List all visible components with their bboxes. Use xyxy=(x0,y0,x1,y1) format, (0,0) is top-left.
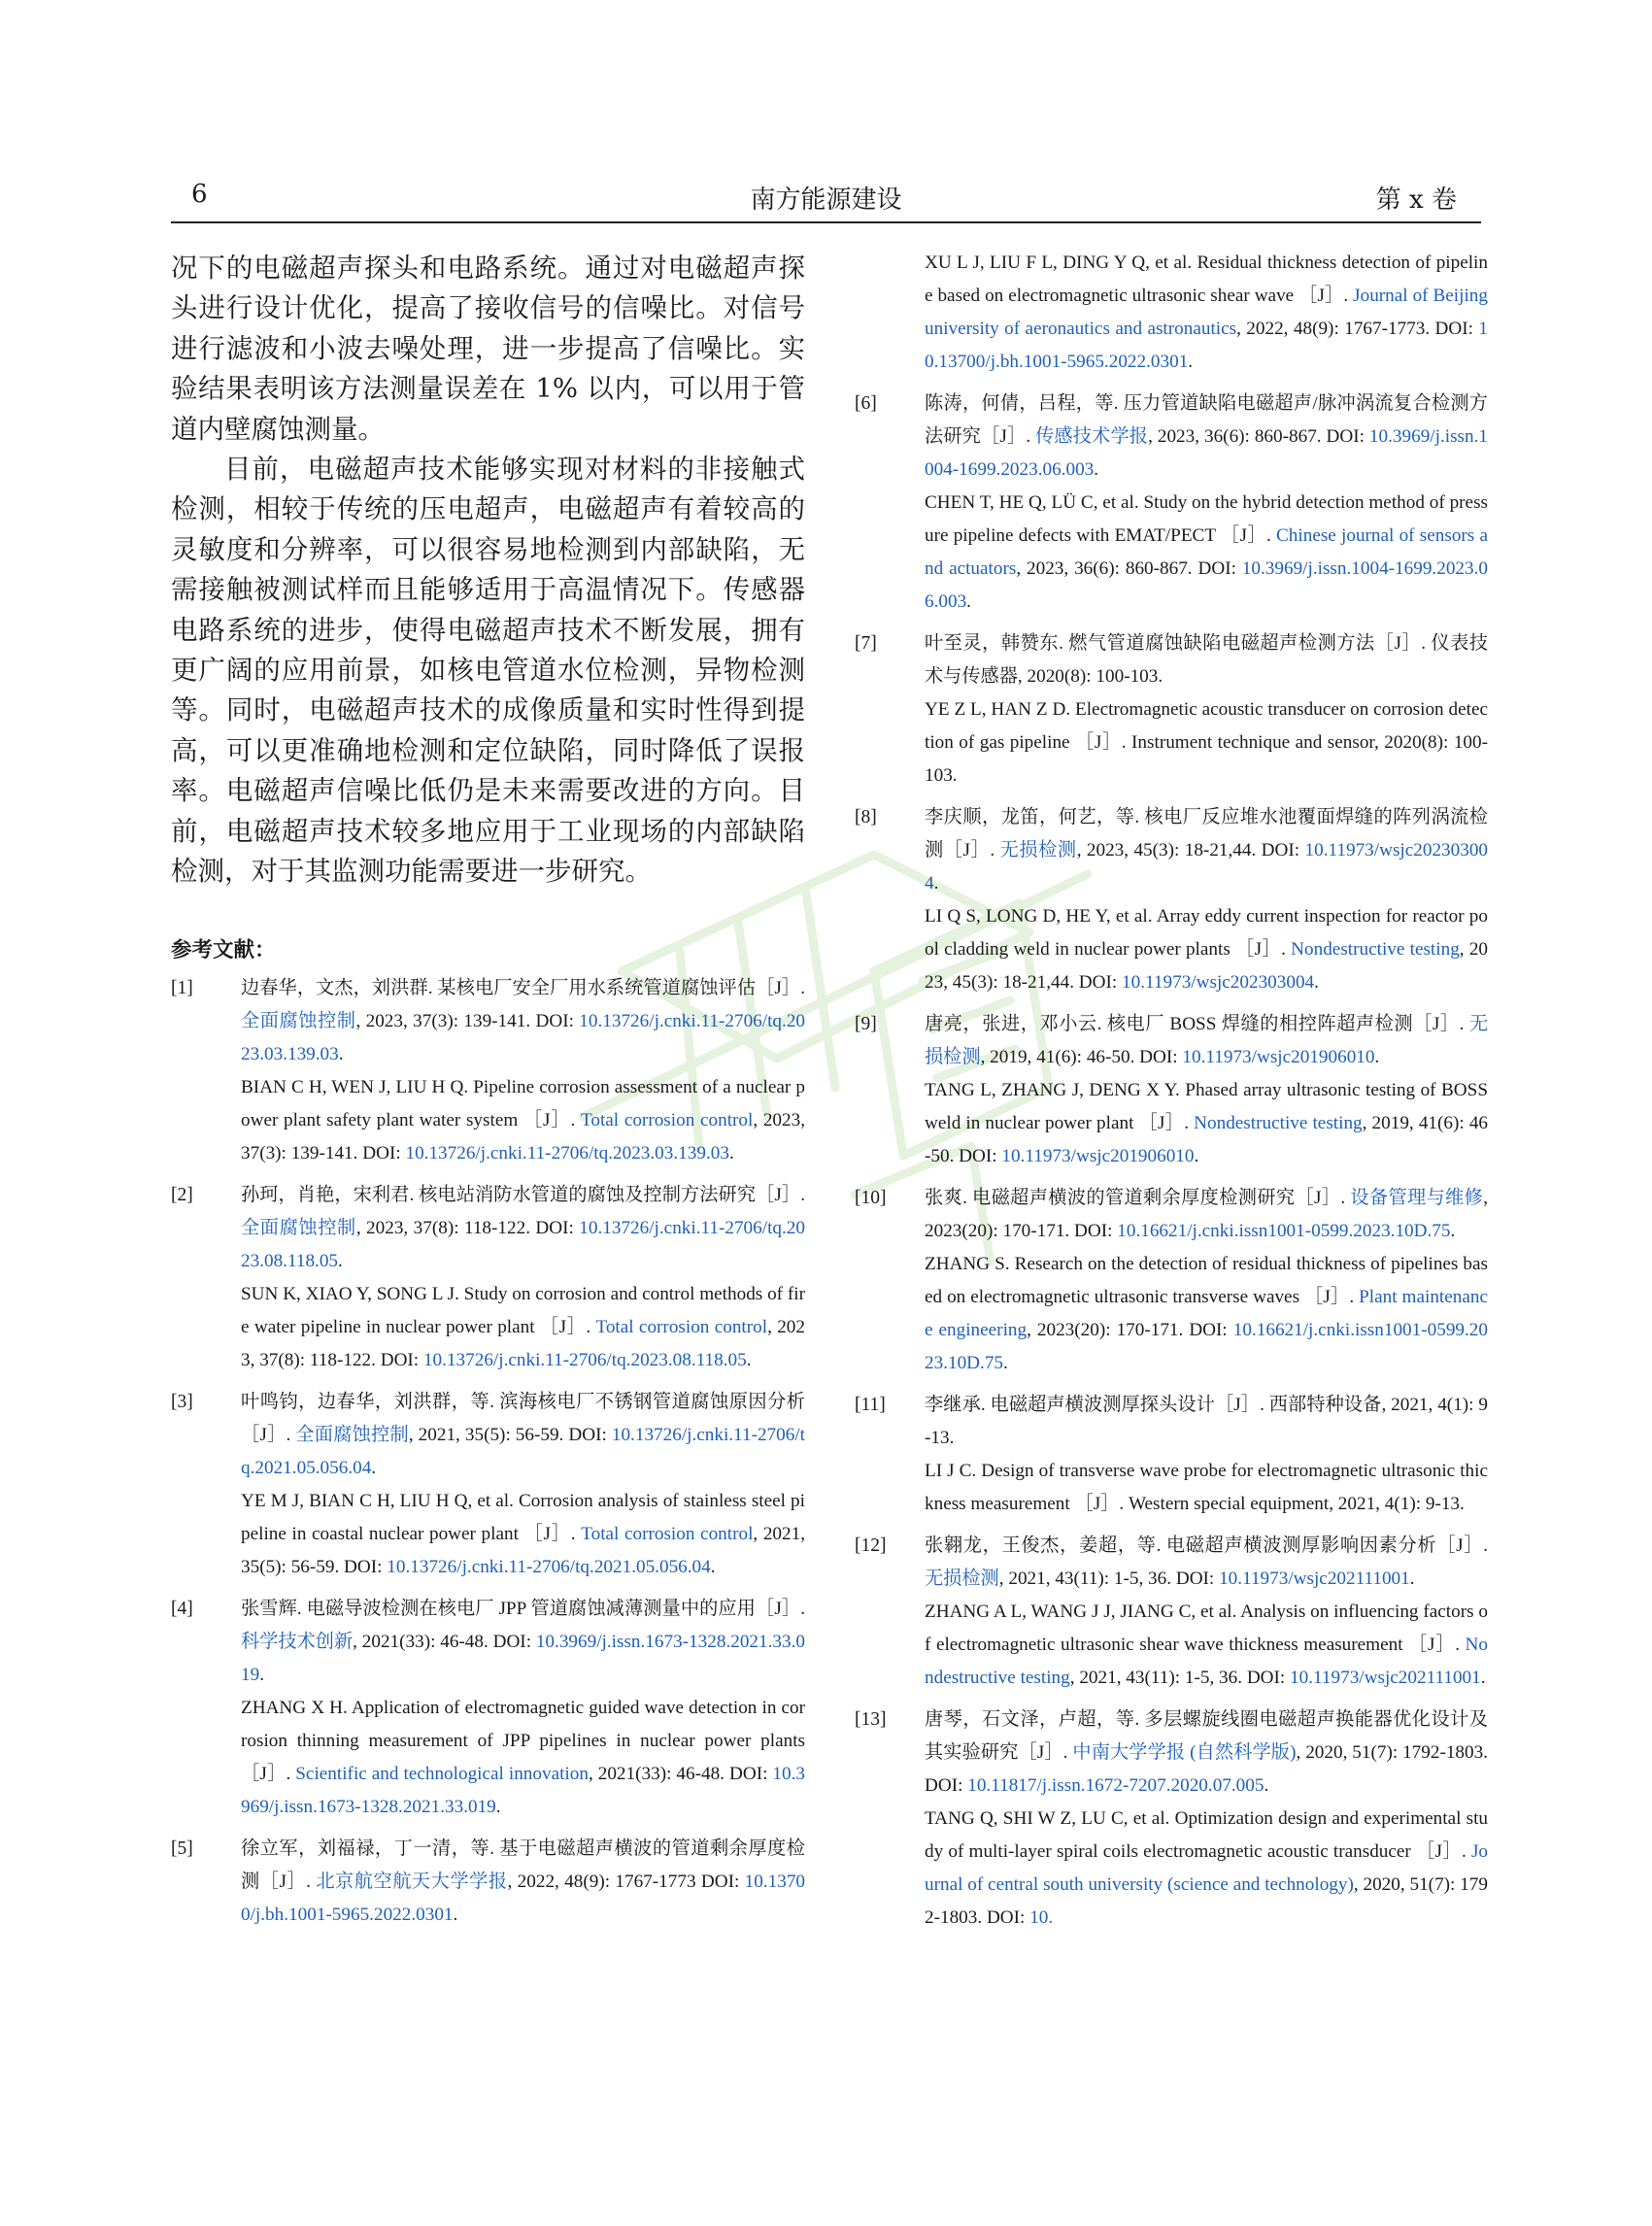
doi-link[interactable]: 10.11973/wsjc202303004 xyxy=(925,840,1489,894)
reference-label: [1] xyxy=(171,977,193,998)
ref-text: 张爽. 电磁超声横波的管道剩余厚度检测研究［J］. xyxy=(925,1188,1351,1208)
journal-link[interactable]: Journal of central south university (science and technology) xyxy=(925,1841,1488,1895)
doi-link[interactable]: 10. xyxy=(1029,1907,1054,1928)
ref-text: 李庆顺，龙笛，何艺，等. 核电厂反应堆水池覆面焊缝的阵列涡流检测［J］. xyxy=(925,807,1488,860)
journal-link[interactable]: Nondestructive testing xyxy=(1194,1113,1363,1133)
ref-text: . xyxy=(1188,352,1194,372)
ref-text: . xyxy=(728,1142,734,1164)
reference-label: [13] xyxy=(855,1709,887,1730)
ref-text: ZHANG S. Research on the detection of residual thickness of pipelines based on electromagnetic ultrasonic transverse waves ［J］. xyxy=(925,1254,1488,1307)
left-column xyxy=(171,249,805,1932)
ref-text: 徐立军，刘福禄，丁一清，等. 基于电磁超声横波的管道剩余厚度检测［J］. xyxy=(241,1838,805,1892)
reference-label: [4] xyxy=(171,1598,193,1619)
ref-text: , 2019, 41(6): 46-50. DOI: xyxy=(925,1113,1489,1166)
reference-entry xyxy=(855,1530,1488,1695)
ref-text: , 2021(33): 46-48. DOI: xyxy=(588,1763,773,1784)
journal-link[interactable]: 北京航空航天大学学报 xyxy=(316,1871,508,1892)
reference-en xyxy=(925,1074,1488,1173)
reference-label: [2] xyxy=(171,1184,193,1205)
journal-link[interactable]: Nondestructive testing xyxy=(925,1635,1488,1688)
reference-label: [5] xyxy=(171,1838,193,1859)
ref-text: , 2022, 48(9): 1767-1773 DOI: xyxy=(507,1871,745,1892)
ref-text: , 2021, 43(11): 1-5, 36. DOI: xyxy=(998,1568,1220,1589)
ref-text: CHEN T, HE Q, LÜ C, et al. Study on the hybrid detection method of pressure pipeline defects with EMAT/PECT ［J］. xyxy=(925,492,1488,546)
ref-text: 孙珂，肖艳，宋利君. 核电站消防水管道的腐蚀及控制方法研究［J］. xyxy=(241,1184,805,1205)
reference-en xyxy=(925,1596,1488,1695)
reference-en xyxy=(925,1248,1488,1380)
reference-en xyxy=(925,247,1488,379)
ref-text: . xyxy=(933,873,939,894)
ref-text: , 2020, 51(7): 1792-1803. DOI: xyxy=(925,1742,1489,1796)
journal-link[interactable]: Plant maintenance engineering xyxy=(925,1287,1488,1340)
ref-text: BIAN C H, WEN J, LIU H Q. Pipeline corrosion assessment of a nuclear power plant safety plant water system ［J］. xyxy=(241,1076,805,1130)
reference-en xyxy=(925,487,1488,619)
reference-entry xyxy=(855,1182,1488,1380)
reference-entry xyxy=(855,801,1488,999)
ref-text: , 2023, 45(3): 18-21,44. DOI: xyxy=(1076,840,1305,860)
reference-entry xyxy=(855,1008,1488,1173)
reference-label: [9] xyxy=(855,1014,877,1034)
volume-label: 第 x 卷 xyxy=(1375,186,1457,215)
ref-text: . xyxy=(1480,1668,1486,1688)
doi-link[interactable]: 10.3969/j.issn.1673-1328.2021.33.019 xyxy=(241,1763,805,1817)
reference-cn xyxy=(241,1593,805,1692)
reference-en xyxy=(241,1485,805,1584)
ref-text: , 2023(20): 170-171. DOI: xyxy=(1027,1320,1233,1340)
reference-cn xyxy=(241,1179,805,1278)
reference-entry xyxy=(855,388,1488,619)
ref-text: 张雪辉. 电磁导波检测在核电厂 JPP 管道腐蚀减薄测量中的应用［J］. xyxy=(241,1598,805,1619)
reference-entry xyxy=(171,1179,805,1377)
reference-entry xyxy=(171,972,805,1170)
reference-cn xyxy=(241,972,805,1071)
ref-text: 唐琴，石文泽，卢超，等. 多层螺旋线圈电磁超声换能器优化设计及其实验研究［J］. xyxy=(925,1709,1488,1763)
ref-text: ZHANG A L, WANG J J, JIANG C, et al. Analysis on influencing factors of electromagnetic ultrasonic shear wave thickness measurement ［J］. xyxy=(925,1602,1488,1655)
ref-text: . xyxy=(338,1250,343,1271)
ref-text: , 2023, 36(6): 860-867. DOI: xyxy=(1016,558,1242,579)
ref-text: , 2023, 37(3): 139-141. DOI: xyxy=(355,1010,580,1031)
doi-link[interactable]: 10.11817/j.issn.1672-7207.2020.07.005 xyxy=(967,1775,1264,1796)
journal-link[interactable]: 无损检测 xyxy=(925,1014,1488,1067)
reference-en: LI J C. Design of transverse wave probe for electromagnetic ultrasonic thickness measurement ［J］. Western special equipment, 2021, 4(1): 9-13. xyxy=(925,1461,1488,1514)
reference-label: [3] xyxy=(171,1391,193,1412)
ref-text: , 2021, 35(5): 56-59. DOI: xyxy=(241,1523,806,1577)
journal-link[interactable]: Total corrosion control xyxy=(581,1523,754,1544)
reference-label: [7] xyxy=(855,633,877,654)
reference-cn xyxy=(925,388,1488,487)
ref-text: 叶鸣钧，边春华，刘洪群，等. 滨海核电厂不锈钢管道腐蚀原因分析［J］. xyxy=(241,1391,805,1445)
reference-en xyxy=(925,900,1488,999)
reference-entry xyxy=(855,627,1488,793)
journal-link[interactable]: 中南大学学报 (自然科学版) xyxy=(1072,1742,1297,1763)
doi-link[interactable]: 10.3969/j.issn.1004-1699.2023.06.003 xyxy=(925,558,1488,612)
ref-text: XU L J, LIU F L, DING Y Q, et al. Residual thickness detection of pipeline based on electromagnetic ultrasonic shear wave ［J］. xyxy=(925,253,1488,306)
doi-link[interactable]: 10.13726/j.cnki.11-2706/tq.2023.03.139.03 xyxy=(241,1010,806,1064)
journal-link[interactable]: 设备管理与维修 xyxy=(1350,1188,1484,1208)
reference-cn xyxy=(241,1833,805,1932)
ref-text: ZHANG X H. Application of electromagnetic guided wave detection in corrosion thinning measurement of JPP pipelines in nuclear power plants ［J］. xyxy=(241,1697,805,1784)
reference-label: [8] xyxy=(855,807,877,827)
reference-label: [10] xyxy=(855,1188,887,1208)
doi-link[interactable]: 10.16621/j.cnki.issn1001-0599.2023.10D.75 xyxy=(1117,1221,1451,1241)
ref-text: LI Q S, LONG D, HE Y, et al. Array eddy current inspection for reactor pool cladding weld in nuclear power plants ［J］. xyxy=(925,906,1488,960)
ref-text: . xyxy=(1094,459,1099,480)
journal-link[interactable]: Chinese journal of sensors and actuators xyxy=(925,525,1488,579)
reference-entry xyxy=(171,1386,805,1584)
doi-link[interactable]: 10.3969/j.issn.1004-1699.2023.06.003 xyxy=(925,426,1488,480)
doi-link[interactable]: 10.13700/j.bh.1001-5965.2022.0301 xyxy=(925,319,1488,372)
journal-link[interactable]: 全面腐蚀控制 xyxy=(241,1010,356,1031)
ref-text: . xyxy=(1003,1353,1008,1373)
doi-link[interactable]: 10.13726/j.cnki.11-2706/tq.2023.03.139.03 xyxy=(405,1142,729,1164)
doi-link[interactable]: 10.13726/j.cnki.11-2706/tq.2023.08.118.05 xyxy=(241,1217,805,1271)
body-paragraph: 况下的电磁超声探头和电路系统。通过对电磁超声探头进行设计优化，提高了接收信号的信噪比。对信号进行滤波和小波去噪处理，进一步提高了信噪比。实验结果表明该方法测量误差在 1% 以内，可以用于管道内壁腐蚀测量。 xyxy=(171,253,805,445)
ref-text: SUN K, XIAO Y, SONG L J. Study on corrosion and control methods of fire water pipeline in nuclear power plant ［J］. xyxy=(241,1283,805,1337)
doi-link[interactable]: 10.13726/j.cnki.11-2706/tq.2021.05.056.04 xyxy=(241,1424,806,1478)
references-heading: 参考文献： xyxy=(171,937,276,962)
body-paragraph: 目前，电磁超声技术能够实现对材料的非接触式检测，相较于传统的压电超声，电磁超声有着较高的灵敏度和分辨率，可以很容易地检测到内部缺陷，无需接触被测试样而且能够适用于高温情况下。传感器电路系统的进步，使得电磁超声技术不断发展，拥有更广阔的应用前景，如核电管道水位检测，异物检测等。同时，电磁超声技术的成像质量和实时性得到提高，可以更准确地检测和定位缺陷，同时降低了误报率。电磁超声信噪比低仍是未来需要改进的方向。目前，电磁超声技术较多地应用于工业现场的内部缺陷检测，对于其监测功能需要进一步研究。 xyxy=(171,454,805,888)
ref-text: . xyxy=(966,591,971,612)
doi-link[interactable]: 10.13726/j.cnki.11-2706/tq.2021.05.056.04 xyxy=(387,1556,711,1577)
ref-text: . xyxy=(495,1796,501,1817)
ref-text: , 2020, 51(7): 1792-1803. DOI: xyxy=(925,1874,1488,1928)
ref-text: , 2022, 48(9): 1767-1773. DOI: xyxy=(1236,319,1479,339)
journal-link[interactable]: 传感技术学报 xyxy=(1035,426,1149,447)
ref-text: , 2023, 45(3): 18-21,44. DOI: xyxy=(925,939,1489,993)
reference-cn: 叶至灵，韩赞东. 燃气管道腐蚀缺陷电磁超声检测方法［J］. 仪表技术与传感器, 2020(8): 100-103. xyxy=(925,633,1488,687)
ref-text: 张翱龙，王俊杰，姜超，等. 电磁超声横波测厚影响因素分析［J］. xyxy=(925,1535,1488,1556)
ref-text: . xyxy=(453,1904,458,1925)
ref-text: . xyxy=(259,1664,264,1685)
journal-link[interactable]: 无损检测 xyxy=(999,840,1077,860)
ref-text: 唐亮，张进，邓小云. 核电厂 BOSS 焊缝的相控阵超声检测［J］. xyxy=(925,1014,1469,1034)
ref-text: , 2023, 36(6): 860-867. DOI: xyxy=(1148,426,1369,447)
doi-link[interactable]: 10.11973/wsjc201906010 xyxy=(1182,1047,1375,1067)
reference-en xyxy=(241,1278,805,1377)
reference-cn xyxy=(925,1182,1488,1248)
journal-link[interactable]: 全面腐蚀控制 xyxy=(295,1424,409,1445)
journal-link[interactable]: Nondestructive testing xyxy=(1291,939,1460,960)
ref-text: , 2023, 37(8): 118-122. DOI: xyxy=(241,1316,805,1370)
doi-link[interactable]: 10.11973/wsjc202111001 xyxy=(1290,1668,1481,1688)
ref-text: 陈涛，何倩，吕程，等. 压力管道缺陷电磁超声/脉冲涡流复合检测方法研究［J］. xyxy=(925,393,1488,447)
ref-text: . xyxy=(710,1556,716,1577)
ref-text: . xyxy=(1450,1221,1456,1241)
reference-continued xyxy=(855,247,1488,379)
ref-text: , 2021, 43(11): 1-5, 36. DOI: xyxy=(1069,1668,1291,1688)
reference-cn xyxy=(925,801,1488,900)
doi-link[interactable]: 10.11973/wsjc201906010 xyxy=(1001,1146,1195,1166)
reference-label: [6] xyxy=(855,393,877,414)
ref-text: , 2021, 35(5): 56-59. DOI: xyxy=(408,1424,612,1445)
reference-en xyxy=(241,1071,805,1170)
ref-text: . xyxy=(1314,972,1319,993)
reference-cn: 李继承. 电磁超声横波测厚探头设计［J］. 西部特种设备, 2021, 4(1): 9-13. xyxy=(925,1395,1488,1448)
journal-name: 南方能源建设 xyxy=(750,186,902,215)
reference-entry xyxy=(171,1833,805,1932)
journal-link[interactable]: Total corrosion control xyxy=(580,1109,754,1130)
journal-link[interactable]: Scientific and technological innovation xyxy=(295,1763,589,1784)
journal-link[interactable]: Total corrosion control xyxy=(595,1316,768,1337)
ref-text: , 2019, 41(6): 46-50. DOI: xyxy=(980,1047,1183,1067)
ref-text: . xyxy=(338,1043,344,1064)
ref-text: TANG Q, SHI W Z, LU C, et al. Optimization design and experimental study of multi-layer spiral coils electromagnetic acoustic transducer ［J］. xyxy=(925,1808,1488,1862)
journal-link[interactable]: Journal of Beijing university of aeronautics and astronautics xyxy=(925,286,1488,339)
right-column xyxy=(855,247,1488,1935)
ref-text: YE M J, BIAN C H, LIU H Q, et al. Corrosion analysis of stainless steel pipeline in coastal nuclear power plant ［J］. xyxy=(241,1490,805,1544)
ref-text: , 2023(20): 170-171. DOI: xyxy=(925,1188,1489,1241)
ref-text: . xyxy=(1409,1568,1415,1589)
reference-label: [11] xyxy=(855,1395,886,1415)
journal-link[interactable]: 无损检测 xyxy=(925,1568,999,1589)
reference-entry xyxy=(855,1703,1488,1935)
ref-text: . xyxy=(1374,1047,1380,1067)
page-number: 6 xyxy=(191,180,208,209)
doi-link[interactable]: 10.13700/j.bh.1001-5965.2022.0301 xyxy=(241,1871,806,1925)
reference-cn xyxy=(925,1530,1488,1596)
reference-en xyxy=(241,1692,805,1824)
doi-link[interactable]: 10.11973/wsjc202303004 xyxy=(1122,972,1315,993)
ref-text: . xyxy=(371,1457,377,1478)
header-rule xyxy=(171,221,1481,223)
reference-cn xyxy=(925,1703,1488,1803)
ref-text: . xyxy=(1194,1146,1199,1166)
ref-text: , 2023, 37(3): 139-141. DOI: xyxy=(241,1109,806,1164)
journal-link[interactable]: 科学技术创新 xyxy=(241,1631,354,1652)
reference-label: [12] xyxy=(855,1535,887,1556)
reference-en: YE Z L, HAN Z D. Electromagnetic acoustic transducer on corrosion detection of gas pipeline ［J］. Instrument technique and sensor, 2020(8): 100-103. xyxy=(925,699,1488,786)
ref-text: . xyxy=(746,1349,752,1370)
ref-text: , 2023, 37(8): 118-122. DOI: xyxy=(355,1217,580,1238)
ref-text: TANG L, ZHANG J, DENG X Y. Phased array ultrasonic testing of BOSS weld in nuclear power plant ［J］. xyxy=(925,1080,1488,1133)
reference-cn xyxy=(925,1008,1488,1074)
journal-link[interactable]: 全面腐蚀控制 xyxy=(241,1217,356,1238)
doi-link[interactable]: 10.13726/j.cnki.11-2706/tq.2023.08.118.05 xyxy=(422,1349,747,1370)
reference-entry xyxy=(855,1389,1488,1521)
reference-cn xyxy=(241,1386,805,1485)
ref-text: . xyxy=(1264,1775,1269,1796)
reference-en xyxy=(925,1803,1488,1935)
doi-link[interactable]: 10.16621/j.cnki.issn1001-0599.2023.10D.75 xyxy=(925,1320,1488,1373)
doi-link[interactable]: 10.11973/wsjc202111001 xyxy=(1219,1568,1410,1589)
reference-entry xyxy=(171,1593,805,1824)
ref-text: , 2021(33): 46-48. DOI: xyxy=(353,1631,536,1652)
ref-text: 边春华，文杰，刘洪群. 某核电厂安全厂用水系统管道腐蚀评估［J］. xyxy=(241,977,805,998)
doi-link[interactable]: 10.3969/j.issn.1673-1328.2021.33.019 xyxy=(241,1631,805,1685)
